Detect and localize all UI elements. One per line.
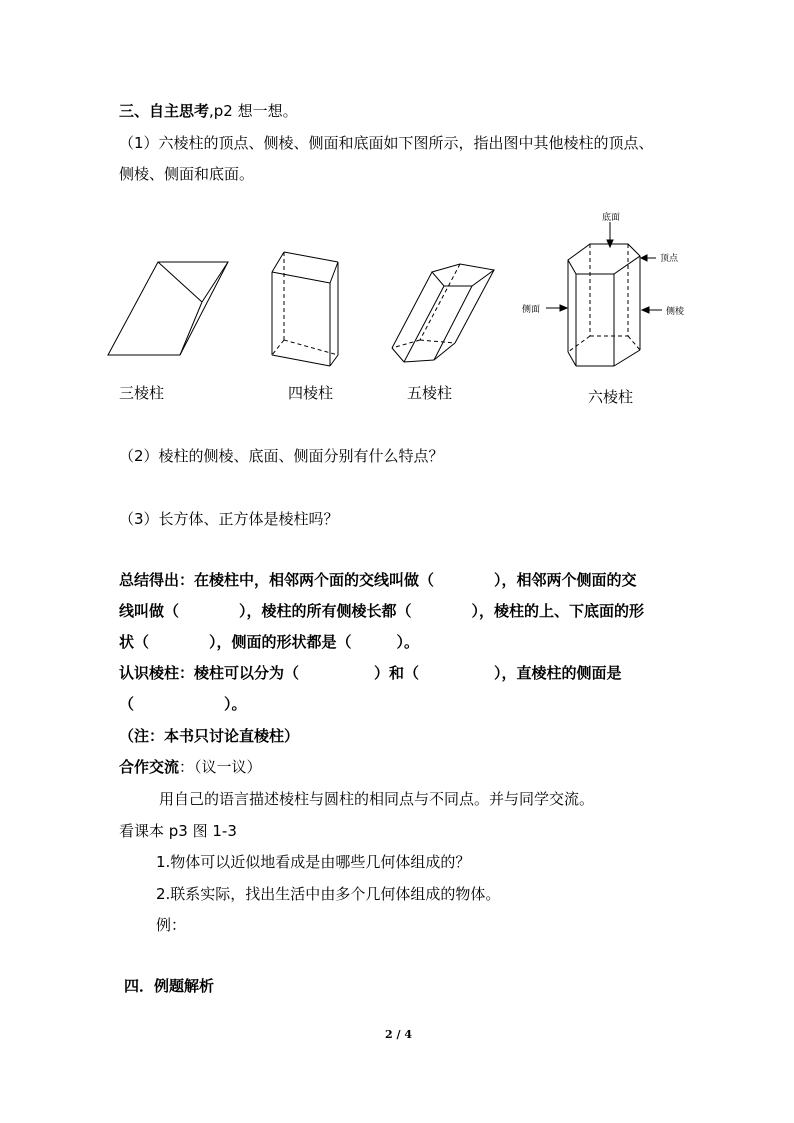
section3-title-rest: ,p2 想一想。 [209,102,298,120]
summary-line4: 认识棱柱：棱柱可以分为（ ）和（ ），直棱柱的侧面是 [119,664,622,682]
page-number: 2 / 4 [385,1028,412,1041]
section3-heading [119,101,298,121]
caption-prism5: 五棱柱 [407,384,453,402]
textbook-item2: 2.联系实际，找出生活中由多个几何体组成的物体。 [156,885,501,903]
summary-line2: 线叫做（ ），棱柱的所有侧棱长都（ ），棱柱的上、下底面的形 [119,602,645,620]
summary-note: （注：本书只讨论直棱柱） [119,727,300,745]
textbook-example: 例： [156,916,187,934]
label-edge: 侧棱 [666,307,685,317]
coop-heading [119,757,262,777]
label-base: 底面 [602,213,621,223]
section4-title: 四．例题解析 [124,977,215,995]
question-2: （2）棱柱的侧棱、底面、侧面分别有什么特点？ [119,447,444,465]
q1-line1: （1）六棱柱的顶点、侧棱、侧面和底面如下图所示，指出图中其他棱柱的顶点、 [119,134,654,152]
hexagonal-prism-figure [546,222,662,366]
triangular-prism-figure [108,262,228,355]
question-3: （3）长方体、正方体是棱柱吗？ [119,510,339,528]
summary-line5: （ ）。 [119,695,247,713]
caption-prism3: 三棱柱 [119,384,165,402]
pentagonal-prism-figure [392,264,494,362]
summary-line1: 总结得出：在棱柱中，相邻两个面的交线叫做（ ），相邻两个侧面的交 [119,571,637,589]
square-prism-figure [272,252,338,366]
section3-title: 三、自主思考 [119,102,210,120]
coop-text: 用自己的语言描述棱柱与圆柱的相同点与不同点。并与同学交流。 [159,790,595,808]
label-vertex: 顶点 [660,254,679,264]
coop-title-rest: ：（议一议） [179,758,262,776]
caption-prism6: 六棱柱 [588,388,634,406]
label-face: 侧面 [522,305,541,315]
summary-line3: 状（ ），侧面的形状都是（ ）。 [119,633,420,651]
coop-title: 合作交流 [119,758,180,776]
q1-line2: 侧棱、侧面和底面。 [119,165,255,183]
textbook-ref: 看课本 p3 图 1-3 [119,822,237,840]
caption-prism4: 四棱柱 [288,384,334,402]
prism-figures [0,200,794,460]
textbook-item1: 1.物体可以近似地看成是由哪些几何体组成的？ [156,853,471,871]
